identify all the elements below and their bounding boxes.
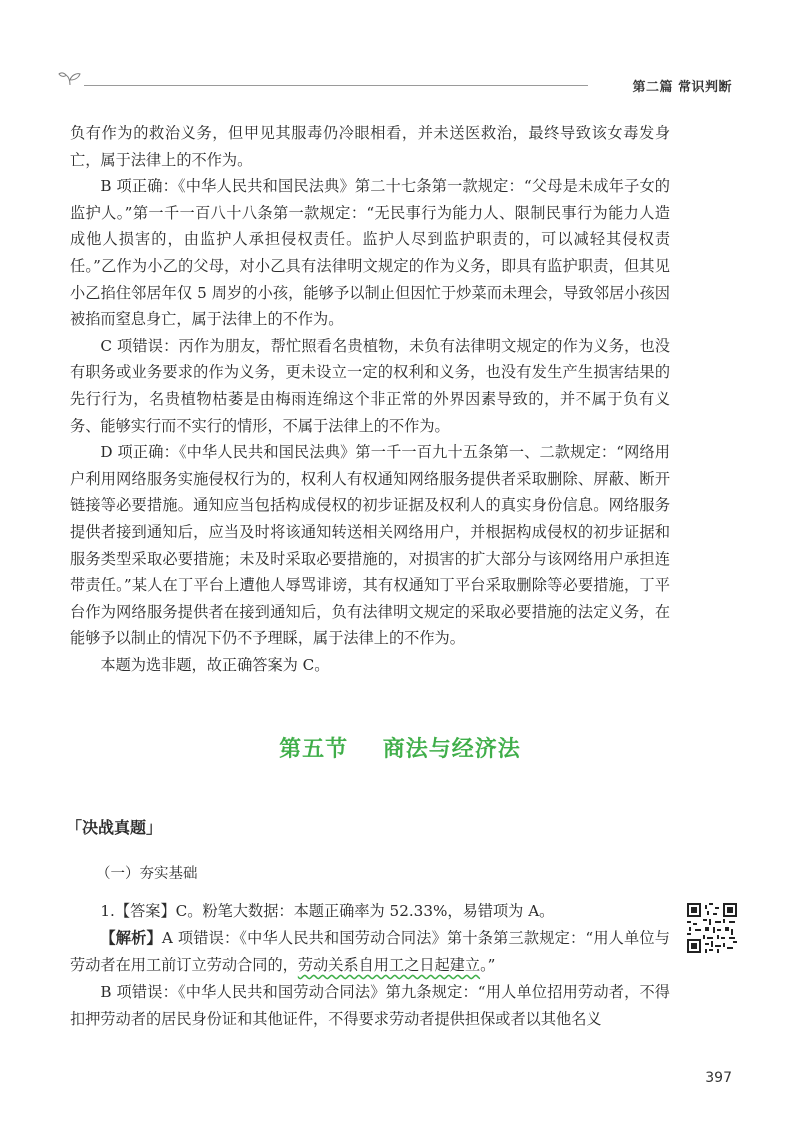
page-number: 397 (705, 1070, 732, 1086)
header-rule (84, 85, 588, 86)
paragraph: B 项正确：《中华人民共和国民法典》第二十七条第一款规定：“父母是未成年子女的监护人。”第一千一百八十八条第一款规定：“无民事行为能力人、限制民事行为能力人造成他人损害的，由监护人承担侵权责任。监护人尽到监护职责的，可以减轻其侵权责任。”乙作为小乙的父母，对小乙具有法律明文规定的作为义务，即具有监护职责，但其见小乙掐住邻居年仅 5 周岁的小孩，能够予以制止但因忙于炒菜而未理会，导致邻居小孩因被掐而窒息身亡，属于法律上的不作为。 (70, 177, 670, 329)
explanation-body (70, 120, 670, 678)
header-title: 第二篇 常识判断 (632, 80, 732, 95)
question-number: 1. (100, 902, 115, 920)
analysis-end: 。” (480, 956, 496, 974)
qr-code-icon[interactable] (687, 903, 737, 953)
box-label: 「决战真题」 (66, 818, 163, 837)
analysis-line (70, 925, 670, 979)
answer-text: C。粉笔大数据：本题正确率为 52.33%，易错项为 A。 (175, 902, 555, 920)
paragraph: 本题为选非题，故正确答案为 C。 (100, 655, 330, 674)
sub-label: （一）夯实基础 (96, 866, 198, 882)
answer-line (70, 898, 670, 925)
answer-body (70, 898, 670, 1033)
analysis-text: A 项错误：《中华人民共和国劳动合同法》第十条第三款规定：“用人单位与劳动者在用工前订立劳动合同的， (70, 929, 670, 974)
paragraph: C 项错误：丙作为朋友，帮忙照看名贵植物，未负有法律明文规定的作为义务，也没有职务或业务要求的作为义务，更未设立一定的权利和义务，也没有发生产生损害结果的先行行为，名贵植物枯萎是由梅雨连绵这个非正常的外界因素导致的，并不属于负有义务、能够实行而不实行的情形，不属于法律上的不作为。 (70, 336, 670, 435)
running-header (58, 68, 738, 98)
paragraph: B 项错误：《中华人民共和国劳动合同法》第九条规定：“用人单位招用劳动者，不得扣押劳动者的居民身份证和其他证件，不得要求劳动者提供担保或者以其他名义 (70, 983, 670, 1028)
section-title: 第五节 商法与经济法 (279, 737, 521, 762)
sprout-icon (58, 70, 82, 86)
analysis-tag: 【解析】 (100, 929, 162, 947)
paragraph: D 项正确：《中华人民共和国民法典》第一千一百九十五条第一、二款规定：“网络用户利用网络服务实施侵权行为的，权利人有权通知网络服务提供者采取删除、屏蔽、断开链接等必要措施。通知应当包括构成侵权的初步证据及权利人的真实身份信息。网络服务提供者接到通知后，应当及时将该通知转送相关网络用户，并根据构成侵权的初步证据和服务类型采取必要措施；未及时采取必要措施的，对损害的扩大部分与该网络用户承担连带责任。”某人在丁平台上遭他人辱骂诽谤，其有权通知丁平台采取删除等必要措施，丁平台作为网络服务提供者在接到通知后，负有法律明文规定的采取必要措施的法定义务，在能够予以制止的情况下仍不予理睬，属于法律上的不作为。 (70, 443, 670, 648)
answer-tag: 【答案】 (114, 902, 176, 920)
wavy-underline-text: 劳动关系自用工之日起建立 (297, 956, 481, 974)
paragraph: 负有作为的救治义务，但甲见其服毒仍冷眼相看，并未送医救治，最终导致该女毒发身亡，属于法律上的不作为。 (70, 124, 670, 169)
